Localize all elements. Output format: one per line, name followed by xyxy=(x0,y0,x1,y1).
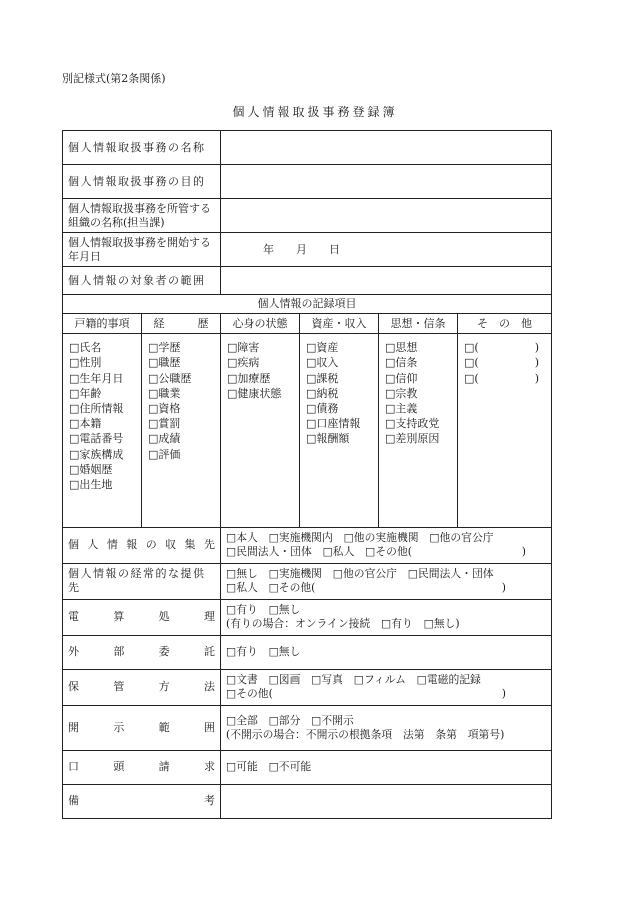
column-header-family: 戸籍的事項 xyxy=(63,314,142,334)
start-date-field[interactable]: 年 月 日 xyxy=(221,233,552,267)
career-items xyxy=(142,334,221,527)
computer-options[interactable] xyxy=(221,599,552,635)
provision-label: 個人情報の経常的な提供先 xyxy=(63,563,221,599)
oral-label xyxy=(63,750,221,784)
oral-label-text: 口 頭 請 求 xyxy=(68,760,215,774)
purpose-field[interactable] xyxy=(221,165,552,199)
form-number-note: 別記様式(第2条関係) xyxy=(62,72,166,85)
other-entry[interactable] xyxy=(464,340,541,355)
checkbox-item[interactable]: □報酬額 xyxy=(306,432,350,446)
column-header-beliefs: 思想・信条 xyxy=(379,314,458,334)
column-header-career: 経 歴 xyxy=(142,314,221,334)
start-date-label: 個人情報取扱事務を開始する年月日 xyxy=(63,233,221,267)
checkbox-item[interactable]: □本籍 xyxy=(69,417,102,431)
checkbox-item[interactable]: □電話番号 xyxy=(69,432,124,446)
checkbox-item[interactable]: □学歴 xyxy=(148,341,181,355)
checkbox-item[interactable]: □加療歴 xyxy=(227,371,271,385)
checkbox-item[interactable]: □公職歴 xyxy=(148,371,192,385)
collection-options[interactable] xyxy=(221,527,552,563)
checkbox-item[interactable]: □健康状態 xyxy=(227,386,282,400)
column-header-assets: 資産・収入 xyxy=(300,314,379,334)
checkbox-item[interactable]: □疾病 xyxy=(227,356,260,370)
checkbox-item[interactable]: □支持政党 xyxy=(385,417,440,431)
checkbox-item[interactable]: □思想 xyxy=(385,341,418,355)
checkbox-item[interactable]: □賞罰 xyxy=(148,417,181,431)
checkbox-item[interactable]: □課税 xyxy=(306,371,339,385)
checkbox-item[interactable]: □口座情報 xyxy=(306,417,361,431)
checkbox-item[interactable]: □宗教 xyxy=(385,386,418,400)
disclosure-line-1: □全部 □部分 □不開示 xyxy=(226,713,354,727)
storage-line-1: □文書 □図画 □写真 □フィルム □電磁的記録 xyxy=(226,673,481,687)
remarks-field[interactable] xyxy=(221,784,552,818)
storage-line-2-close: ) xyxy=(501,687,506,701)
checkbox-item[interactable]: □氏名 xyxy=(69,341,102,355)
family-items xyxy=(63,334,142,527)
checkbox-item[interactable]: □信仰 xyxy=(385,371,418,385)
checkbox-item[interactable]: □債務 xyxy=(306,402,339,416)
storage-label-text: 保 管 方 法 xyxy=(68,680,215,694)
checkbox-item[interactable]: □性別 xyxy=(69,356,102,370)
provision-line-2-close: ) xyxy=(501,581,506,595)
checkbox-item[interactable]: □職歴 xyxy=(148,356,181,370)
outsourcing-label-text: 外 部 委 託 xyxy=(68,645,215,659)
storage-line-2: □その他( xyxy=(226,687,273,701)
storage-label xyxy=(63,669,221,705)
beliefs-items xyxy=(379,334,458,527)
checkbox-item[interactable]: □主義 xyxy=(385,402,418,416)
collection-label xyxy=(63,527,221,563)
other-entry[interactable] xyxy=(464,355,541,370)
org-label: 個人情報取扱事務を所管する組織の名称(担当課) xyxy=(63,199,221,233)
checkbox-item[interactable]: □婚姻歴 xyxy=(69,462,113,476)
outsourcing-options[interactable] xyxy=(221,635,552,669)
computer-label-text: 電 算 処 理 xyxy=(68,610,215,624)
remarks-label-text: 備 考 xyxy=(68,794,215,808)
checkbox-item[interactable]: □住所情報 xyxy=(69,402,124,416)
assets-items xyxy=(300,334,379,527)
checkbox-item[interactable]: □家族構成 xyxy=(69,447,124,461)
checkbox-item[interactable]: □職業 xyxy=(148,386,181,400)
remarks-label xyxy=(63,784,221,818)
checkbox-item[interactable]: □収入 xyxy=(306,356,339,370)
checkbox-item[interactable]: □生年月日 xyxy=(69,371,124,385)
column-header-health: 心身の状態 xyxy=(221,314,300,334)
collection-line-2-close: ) xyxy=(521,545,526,559)
checkbox-item[interactable]: □資産 xyxy=(306,341,339,355)
other-items xyxy=(458,334,552,527)
checkbox-item[interactable]: □評価 xyxy=(148,447,181,461)
computer-label xyxy=(63,599,221,635)
provision-line-2: □私人 □その他( xyxy=(226,581,316,595)
checkbox-item[interactable]: □成績 xyxy=(148,432,181,446)
name-field[interactable] xyxy=(221,131,552,165)
disclosure-label-text: 開 示 範 囲 xyxy=(68,720,215,734)
checkbox-item[interactable]: □信条 xyxy=(385,356,418,370)
purpose-label: 個人情報取扱事務の目的 xyxy=(63,165,221,199)
outsourcing-label xyxy=(63,635,221,669)
name-label: 個人情報取扱事務の名称 xyxy=(63,131,221,165)
outsourcing-line-1: □有り □無し xyxy=(226,645,301,659)
other-open: □( xyxy=(464,356,479,370)
other-close: ) xyxy=(534,356,539,370)
storage-options[interactable] xyxy=(221,669,552,705)
health-items xyxy=(221,334,300,527)
disclosure-label xyxy=(63,705,221,750)
checkbox-item[interactable]: □障害 xyxy=(227,341,260,355)
other-entry[interactable] xyxy=(464,371,541,386)
other-open: □( xyxy=(464,371,479,385)
collection-line-2: □民間法人・団体 □私人 □その他( xyxy=(226,545,412,559)
other-open: □( xyxy=(464,341,479,355)
checkbox-item[interactable]: □差別原因 xyxy=(385,432,440,446)
record-items-title: 個人情報の記録項目 xyxy=(63,295,552,314)
computer-line-2: (有りの場合：オンライン接続 □有り □無し) xyxy=(226,617,460,631)
oral-line-1: □可能 □不可能 xyxy=(226,760,312,774)
column-header-other: そ の 他 xyxy=(458,314,552,334)
computer-line-1: □有り □無し xyxy=(226,603,301,617)
disclosure-options[interactable] xyxy=(221,705,552,750)
registration-table xyxy=(62,130,552,819)
document-title: 個人情報取扱事務登録簿 xyxy=(232,105,398,119)
collection-line-1: □本人 □実施機関内 □他の実施機関 □他の官公庁 xyxy=(226,531,494,545)
other-close: ) xyxy=(534,371,539,385)
checkbox-item[interactable]: □資格 xyxy=(148,402,181,416)
provision-line-1: □無し □実施機関 □他の官公庁 □民間法人・団体 xyxy=(226,567,494,581)
checkbox-item[interactable]: □納税 xyxy=(306,386,339,400)
org-field[interactable] xyxy=(221,199,552,233)
checkbox-item[interactable]: □出生地 xyxy=(69,478,113,492)
scope-label: 個人情報の対象者の範囲 xyxy=(63,267,221,295)
provision-options[interactable] xyxy=(221,563,552,599)
checkbox-item[interactable]: □年齢 xyxy=(69,386,102,400)
collection-label-text: 個 人 情 報 の 収 集 先 xyxy=(68,538,215,552)
disclosure-line-2: (不開示の場合：不開示の根拠条項 法第 条第 項第号) xyxy=(226,727,505,741)
scope-field[interactable] xyxy=(221,267,552,295)
other-close: ) xyxy=(534,341,539,355)
oral-options[interactable] xyxy=(221,750,552,784)
